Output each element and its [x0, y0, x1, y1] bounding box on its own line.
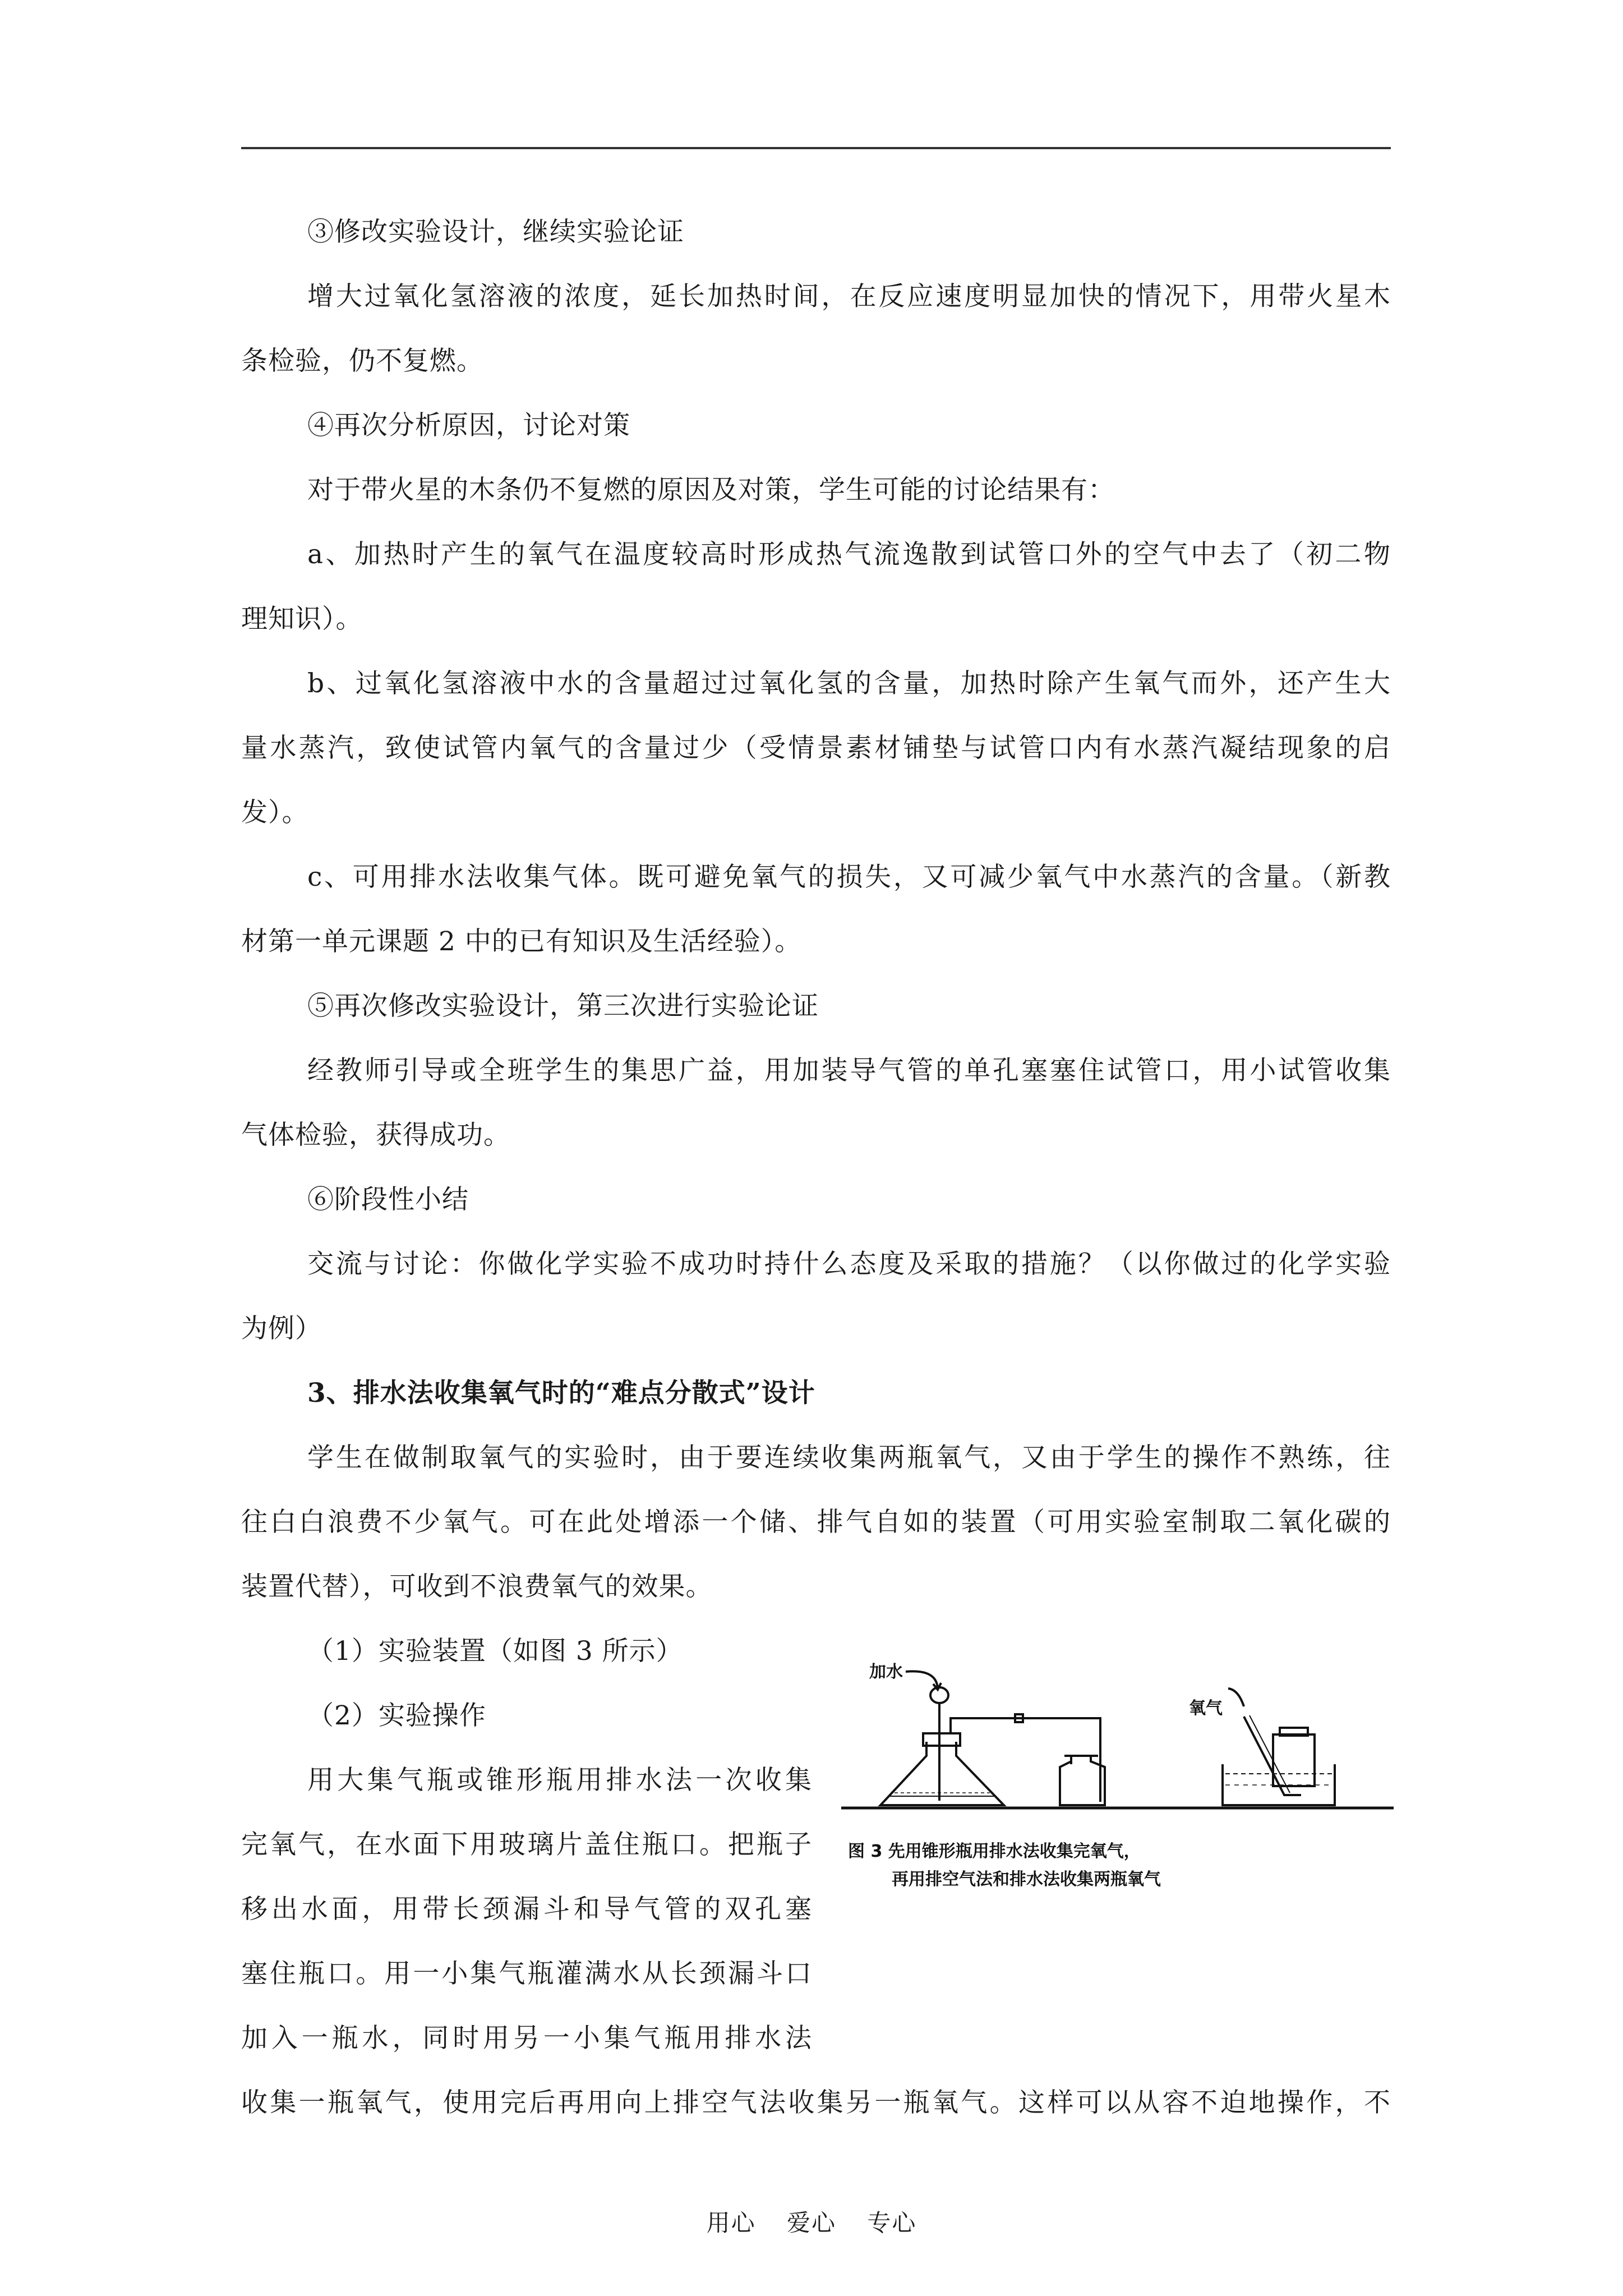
step-5-heading: ⑤再次修改实验设计，第三次进行实验论证 — [307, 991, 819, 1022]
apparatus-diagram — [841, 1655, 1396, 1969]
header-rule — [241, 147, 1391, 149]
paragraph-line: 材第一单元课题 2 中的已有知识及生活经验）。 — [241, 926, 802, 957]
subsection-2-heading: （2）实验操作 — [307, 1700, 486, 1731]
paragraph-line: 气体检验，获得成功。 — [241, 1120, 510, 1151]
paragraph-line: 收集一瓶氧气，使用完后再用向上排空气法收集另一瓶氧气。这样可以从容不迫地操作，不 — [241, 2087, 1391, 2118]
label-add-water: 加水 — [869, 1662, 903, 1682]
step-3-heading: ③修改实验设计，继续实验论证 — [307, 217, 684, 247]
paragraph-line: 增大过氧化氢溶液的浓度，延长加热时间，在反应速度明显加快的情况下，用带火星木 — [307, 281, 1391, 312]
step-6-heading: ⑥阶段性小结 — [307, 1184, 469, 1215]
section-3-heading: 3、排水法收集氧气时的“难点分散式”设计 — [307, 1378, 815, 1409]
figure-caption-line-1: 图 3 先用锥形瓶用排水法收集完氧气， — [848, 1842, 1141, 1861]
list-item-b: b、过氧化氢溶液中水的含量超过过氧化氢的含量，加热时除产生氧气而外，还产生大 — [307, 668, 1391, 699]
paragraph-line: 量水蒸汽，致使试管内氧气的含量过少（受情景素材铺垫与试管口内有水蒸汽凝结现象的启 — [241, 733, 1391, 763]
label-oxygen: 氧气 — [1189, 1699, 1223, 1718]
list-item-a: a、加热时产生的氧气在温度较高时形成热气流逸散到试管口外的空气中去了（初二物 — [307, 539, 1391, 570]
subsection-1-heading: （1）实验装置（如图 3 所示） — [307, 1636, 683, 1667]
page-footer: 用心 爱心 专心 — [706, 2209, 917, 2237]
paragraph-line: 加入一瓶水，同时用另一小集气瓶用排水法 — [241, 2023, 812, 2054]
paragraph-line: 对于带火星的木条仍不复燃的原因及对策，学生可能的讨论结果有： — [307, 475, 1115, 505]
paragraph-line: 装置代替），可收到不浪费氧气的效果。 — [241, 1571, 713, 1602]
paragraph-line: 塞住瓶口。用一小集气瓶灌满水从长颈漏斗口 — [241, 1958, 812, 1989]
paragraph-line: 条检验，仍不复燃。 — [241, 346, 483, 376]
paragraph-line: 交流与讨论：你做化学实验不成功时持什么态度及采取的措施？（以你做过的化学实验 — [307, 1249, 1391, 1280]
step-4-heading: ④再次分析原因，讨论对策 — [307, 410, 630, 441]
paragraph-line: 完氧气，在水面下用玻璃片盖住瓶口。把瓶子 — [241, 1829, 812, 1860]
paragraph-line: 用大集气瓶或锥形瓶用排水法一次收集 — [307, 1765, 812, 1796]
paragraph-line: 理知识）。 — [241, 604, 363, 634]
figure-3 — [841, 1655, 1396, 1969]
paragraph-line: 发）。 — [241, 797, 309, 828]
paragraph-line: 为例） — [241, 1313, 322, 1344]
paragraph-line: 学生在做制取氧气的实验时，由于要连续收集两瓶氧气，又由于学生的操作不熟练，往 — [307, 1442, 1391, 1473]
paragraph-line: 往白白浪费不少氧气。可在此处增添一个储、排气自如的装置（可用实验室制取二氧化碳的 — [241, 1507, 1391, 1538]
paragraph-line: 移出水面，用带长颈漏斗和导气管的双孔塞 — [241, 1894, 812, 1925]
list-item-c: c、可用排水法收集气体。既可避免氧气的损失，又可减少氧气中水蒸汽的含量。（新教 — [307, 862, 1391, 892]
paragraph-line: 经教师引导或全班学生的集思广益，用加装导气管的单孔塞塞住试管口，用小试管收集 — [307, 1055, 1391, 1086]
figure-caption-line-2: 再用排空气法和排水法收集两瓶氧气 — [892, 1870, 1161, 1889]
